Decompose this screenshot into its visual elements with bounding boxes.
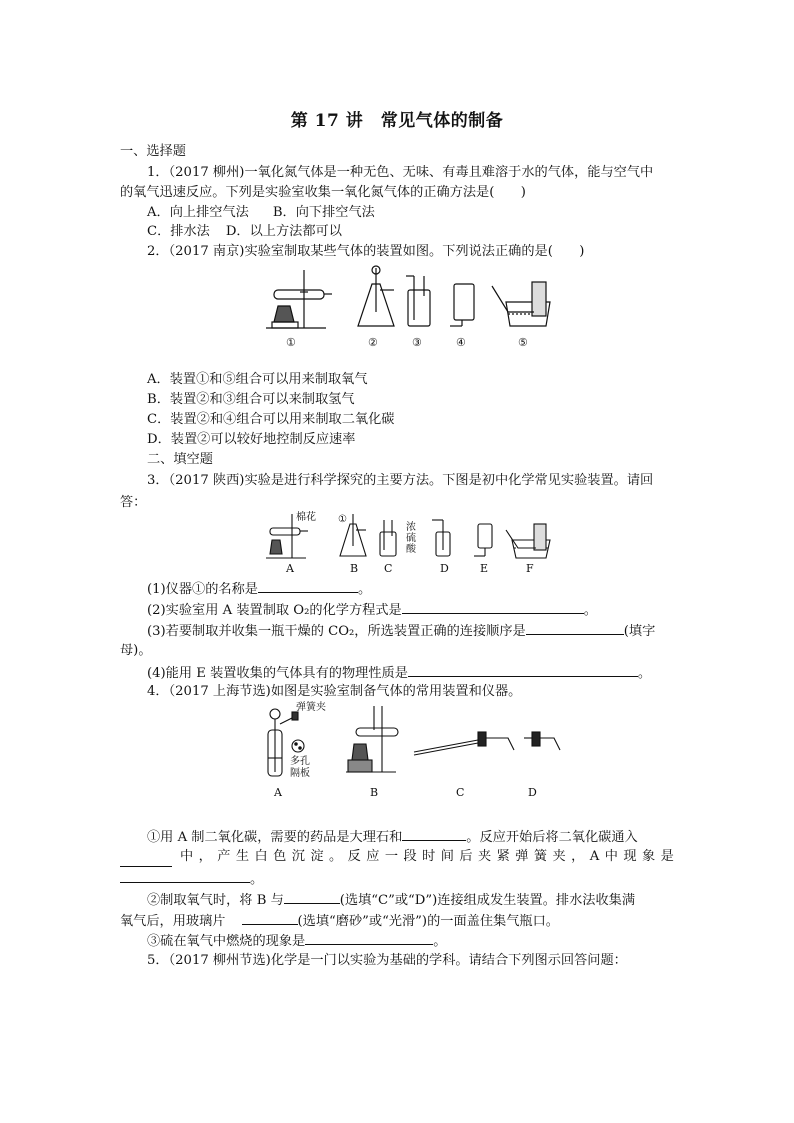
q3-sub1-end: 。 bbox=[358, 582, 372, 597]
q3-sub1 bbox=[147, 578, 371, 600]
q4-part1-char: 产 bbox=[217, 849, 231, 864]
q2-figure-label-5: ⑤ bbox=[518, 336, 528, 349]
q2-apparatus-figure bbox=[260, 262, 560, 352]
q3-sub4-text: (4)能用 E 装置收集的气体具有的物理性质是 bbox=[147, 666, 408, 681]
q4-part1-char: 色 bbox=[273, 849, 287, 864]
q3-sub2 bbox=[147, 599, 597, 621]
q4-part1-text-a: ①用 A 制二氧化碳，需要的药品是大理石和 bbox=[147, 830, 403, 845]
q3-figure-label-a: A bbox=[286, 562, 294, 575]
section-heading-choice: 一、选择题 bbox=[120, 144, 186, 159]
page-title: 第 17 讲 常见气体的制备 bbox=[290, 111, 504, 131]
q4-part3-text: ③硫在氧气中燃烧的现象是 bbox=[147, 934, 306, 949]
q4-apparatus-figure bbox=[262, 700, 562, 804]
q4-part1-char: 弹 bbox=[515, 849, 529, 864]
q1-options-row1 bbox=[147, 203, 375, 223]
q2-figure-label-4: ④ bbox=[456, 336, 466, 349]
q4-part1-char: ， bbox=[571, 849, 585, 864]
q4-part1-text-b: 。反应开始后将二氧化碳通入 bbox=[466, 830, 638, 845]
q3-sub2-end: 。 bbox=[583, 603, 597, 618]
q4-part1-char: 中 bbox=[604, 849, 618, 864]
q4-part2-line2 bbox=[120, 910, 559, 932]
q4-part2-text-b: (选填“C”或“D”)连接组成发生装置。排水法收集满 bbox=[339, 893, 636, 908]
q4-part1-char: 间 bbox=[440, 849, 454, 864]
q1-stem-line1: 1．（2017 柳州)一氧化氮气体是一种无色、无味、有毒且难溶于水的气体，能与空气中 bbox=[147, 165, 654, 180]
q4-part1-char: 现 bbox=[623, 849, 637, 864]
q3-sub1-blank[interactable] bbox=[258, 578, 358, 593]
q4-part3-end: 。 bbox=[433, 934, 447, 949]
q2-option-c: C．装置②和④组合可以用来制取二氧化碳 bbox=[147, 412, 395, 427]
q2-option-a: A．装置①和⑤组合可以用来制取氧气 bbox=[147, 372, 368, 387]
q3-sub3-hint: (填字 bbox=[623, 624, 656, 639]
q4-part1-char: 夹 bbox=[478, 849, 492, 864]
q4-figure-label-b: B bbox=[370, 786, 379, 799]
q4-part3-blank[interactable] bbox=[305, 930, 433, 945]
q4-part1-char: 段 bbox=[403, 849, 417, 864]
q4-part3 bbox=[147, 930, 446, 952]
q4-part1-char: 中 bbox=[180, 849, 194, 864]
q4-part1-line1 bbox=[147, 826, 638, 848]
q4-part1-char: 一 bbox=[384, 849, 399, 864]
q1-option-a: A．向上排空气法 bbox=[147, 205, 249, 220]
q2-option-b: B．装置②和③组合可以来制取氢气 bbox=[147, 392, 355, 407]
q4-part2-text-a: ②制取氧气时，将 B 与 bbox=[147, 893, 284, 908]
q4-part1-char: 后 bbox=[459, 849, 473, 864]
q3-acid-label-2: 硫 bbox=[406, 533, 416, 544]
q3-cotton-label: 棉花 bbox=[296, 512, 316, 523]
q1-option-c: C．排水法 bbox=[147, 224, 210, 239]
q3-figure-label-e: E bbox=[480, 562, 489, 575]
q3-apparatus-figure bbox=[262, 510, 562, 576]
q1-option-d: D．以上方法都可以 bbox=[225, 224, 342, 239]
q2-option-d: D．装置②可以较好地控制反应速率 bbox=[147, 432, 356, 447]
q4-part1-blank-1[interactable] bbox=[402, 826, 466, 841]
q4-part1-blank-3[interactable] bbox=[120, 868, 250, 883]
q4-part1-char: 时 bbox=[422, 849, 436, 864]
q4-porous-label-1: 多孔 bbox=[290, 756, 310, 767]
q3-stem-line2: 答： bbox=[120, 495, 147, 510]
q4-part1-char: 象 bbox=[641, 849, 656, 864]
q3-sub3-text: (3)若要制取并收集一瓶干燥的 CO₂，所选装置正确的连接顺序是 bbox=[147, 624, 526, 639]
q1-option-b: B．向下排空气法 bbox=[272, 205, 375, 220]
q3-acid-label-1: 浓 bbox=[406, 522, 416, 533]
q4-part1-char: 簧 bbox=[533, 849, 548, 864]
q4-part2-blank-2[interactable] bbox=[242, 910, 298, 925]
q4-part2-line1 bbox=[147, 889, 635, 911]
q3-sub1-text: (1)仪器①的名称是 bbox=[147, 582, 258, 597]
q4-part1-justified-text bbox=[180, 847, 674, 867]
q4-part1-line3 bbox=[120, 868, 263, 890]
q2-figure-label-3: ③ bbox=[412, 336, 422, 349]
q4-part1-char: ， bbox=[198, 849, 212, 864]
q3-figure-label-d: D bbox=[440, 562, 449, 575]
q3-sub3-blank[interactable] bbox=[526, 620, 624, 635]
q2-figure-label-2: ② bbox=[368, 336, 378, 349]
q3-sub3 bbox=[147, 620, 655, 642]
q4-part1-end: 。 bbox=[250, 872, 264, 887]
q4-part2-text-c: 氧气后，用玻璃片 bbox=[120, 914, 226, 929]
q4-stem: 4．（2017 上海节选)如图是实验室制备气体的常用装置和仪器。 bbox=[147, 684, 522, 699]
q4-porous-label-2: 隔板 bbox=[290, 768, 310, 779]
q4-part1-char: 。 bbox=[329, 849, 343, 864]
q3-sub4 bbox=[147, 662, 651, 684]
q3-sub2-blank[interactable] bbox=[402, 599, 584, 614]
q4-part1-char: A bbox=[589, 849, 600, 864]
q4-part1-char: 反 bbox=[347, 849, 361, 864]
q4-part1-char: 夹 bbox=[552, 849, 566, 864]
q3-figure-label-b: B bbox=[350, 562, 359, 575]
q3-sub4-blank[interactable] bbox=[408, 662, 638, 677]
section-heading-fill: 二、填空题 bbox=[147, 452, 213, 467]
q4-part1-line2-row bbox=[120, 847, 674, 867]
q4-part1-char: 生 bbox=[235, 849, 250, 864]
q4-part1-char: 应 bbox=[366, 849, 380, 864]
q1-stem-line2: 的氧气迅速反应。下列是实验室收集一氧化氮气体的正确方法是( ) bbox=[120, 185, 526, 200]
q3-figure-label-c: C bbox=[384, 562, 393, 575]
q4-part2-blank-1[interactable] bbox=[284, 889, 340, 904]
q3-instrument-1-label: ① bbox=[338, 514, 347, 525]
q3-sub4-end: 。 bbox=[637, 666, 652, 681]
q3-acid-label-3: 酸 bbox=[406, 544, 416, 555]
q5-stem: 5．（2017 柳州节选)化学是一门以实验为基础的学科。请结合下列图示回答问题： bbox=[147, 953, 627, 968]
q3-sub3-cont: 母)。 bbox=[120, 643, 152, 658]
q4-figure-label-d: D bbox=[528, 786, 537, 799]
q3-sub2-text: (2)实验室用 A 装置制取 O₂的化学方程式是 bbox=[147, 603, 402, 618]
q4-part1-char: 是 bbox=[660, 849, 674, 864]
q3-figure-label-f: F bbox=[526, 562, 534, 575]
q4-part1-char: 淀 bbox=[310, 849, 324, 864]
q4-part1-char: 紧 bbox=[496, 849, 510, 864]
q4-part1-line2 bbox=[120, 847, 674, 867]
q2-figure-label-1: ① bbox=[286, 336, 296, 349]
q4-part1-char: 白 bbox=[254, 849, 268, 864]
q4-figure-label-a: A bbox=[274, 786, 282, 799]
q4-figure-label-c: C bbox=[456, 786, 465, 799]
q3-stem-line1: 3．（2017 陕西)实验是进行科学探究的主要方法。下图是初中化学常见实验装置。请回 bbox=[147, 473, 654, 488]
q2-stem: 2．（2017 南京)实验室制取某些气体的装置如图。下列说法正确的是( ) bbox=[147, 244, 585, 259]
q4-spring-clip-label: 弹簧夹 bbox=[296, 702, 326, 713]
q4-part1-char: 沉 bbox=[291, 849, 305, 864]
q4-part1-blank-2[interactable] bbox=[120, 852, 172, 867]
q1-options-row2 bbox=[147, 222, 342, 242]
q4-part2-text-d: (选填“磨砂”或“光滑”)的一面盖住集气瓶口。 bbox=[297, 914, 559, 929]
